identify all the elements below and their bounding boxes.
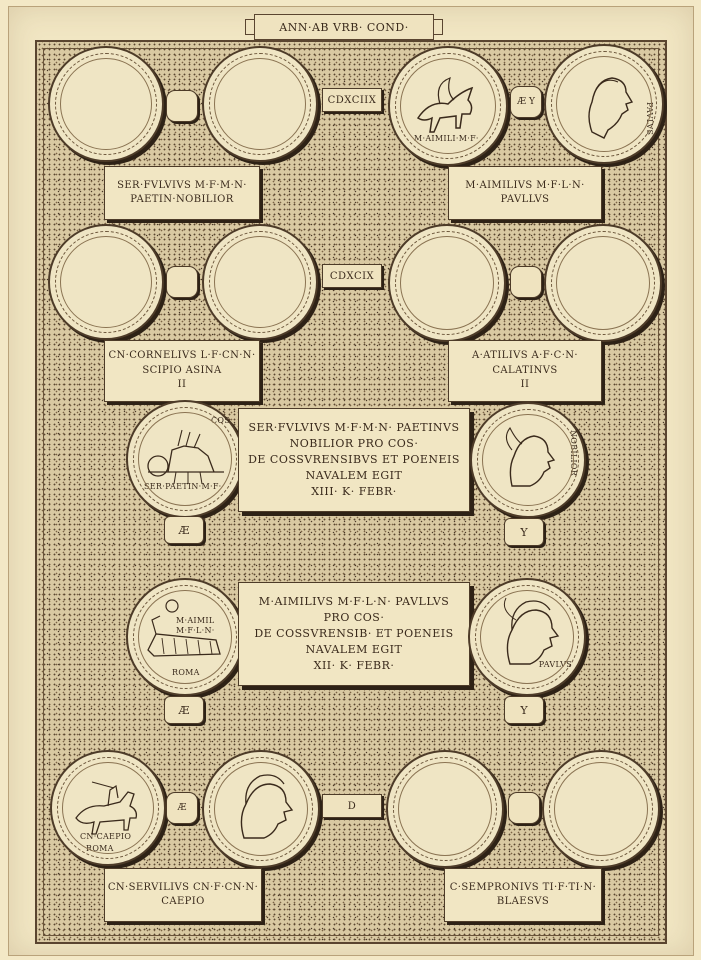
horseman-coin — [50, 750, 166, 866]
horseman-icon — [52, 752, 164, 864]
inscription-line: SER·FVLVIVS M·F·M·N· PAETINVS — [248, 421, 460, 435]
label-line: PAETIN·NOBILIOR — [130, 194, 234, 205]
female-head-icon — [546, 46, 662, 162]
label-line: II — [520, 379, 530, 391]
label-line: SCIPIO ASINA — [142, 364, 222, 376]
clasp-text: Æ — [177, 803, 187, 813]
page-header-title: ANN·AB VRB· COND· — [279, 20, 409, 34]
triumph-inscription — [238, 582, 470, 686]
consul-label — [104, 868, 262, 922]
clasp-text: Æ Y — [517, 97, 535, 107]
blank-coin — [202, 224, 318, 340]
clasp-ornament — [166, 792, 198, 824]
consul-label — [448, 166, 602, 220]
foot-text: Æ — [178, 523, 190, 537]
helmeted-head-icon — [470, 580, 584, 694]
ship-prow-icon — [128, 580, 242, 694]
quadriga-coin — [126, 400, 244, 518]
pegasus-icon — [390, 48, 506, 164]
foot-text: Y — [520, 703, 528, 717]
blank-coin — [48, 224, 164, 340]
label-line: BLAESVS — [496, 896, 550, 907]
inscription-line: DE COSSVRENSIB· ET POENEIS — [254, 627, 454, 641]
coin-legend: PAVLVS — [538, 660, 572, 669]
label-line: M·AIMILIVS M·F·L·N· — [465, 179, 585, 191]
helmeted-head-coin — [468, 578, 586, 696]
coin-legend: PAVLVS — [645, 102, 654, 136]
coin-legend: M·AIMILI·M·F· — [414, 134, 479, 143]
year-text: D — [347, 800, 357, 812]
blank-coin — [202, 46, 318, 162]
label-line: A·ATILIVS A·F·C·N· — [471, 350, 578, 362]
coin-foot-tab — [164, 516, 204, 544]
year-text: CDXCIIX — [327, 94, 377, 106]
inscription-line: PRO COS· — [323, 611, 385, 625]
inscription-line: NOBILIOR PRO COS· — [289, 437, 419, 451]
label-line: CN·SERVILIVS CN·F·CN·N· — [107, 881, 259, 893]
winged-head-icon — [472, 404, 584, 516]
blank-coin — [542, 750, 660, 868]
clasp-ornament — [166, 90, 198, 122]
year-box — [322, 264, 382, 288]
coin-legend: SER·PAETIN·M·F· — [144, 482, 222, 491]
inscription-line: XIII· K· FEBR· — [311, 484, 397, 498]
portrait-coin — [470, 402, 586, 518]
coin-foot-tab — [504, 518, 544, 546]
pegasus-coin — [388, 46, 508, 166]
year-box — [322, 794, 382, 818]
clasp-ornament — [508, 792, 540, 824]
clasp-ornament — [510, 86, 542, 118]
blank-coin — [388, 224, 506, 342]
foot-text: Y — [520, 525, 528, 539]
consul-label — [104, 340, 260, 402]
coin-legend: COS — [210, 416, 230, 425]
label-line: II — [177, 379, 187, 391]
portrait-coin — [544, 44, 664, 164]
blank-coin — [48, 46, 164, 162]
foot-text: Æ — [178, 703, 190, 717]
year-text: CDXCIX — [329, 270, 375, 282]
coin-foot-tab — [504, 696, 544, 724]
coin-legend: ROMA — [86, 844, 114, 853]
inscription-line: XII· K· FEBR· — [313, 658, 395, 672]
prow-coin — [126, 578, 244, 696]
coin-legend: ROMA — [172, 668, 200, 677]
consul-label — [444, 868, 602, 922]
page-header-tab — [254, 14, 434, 40]
year-box — [322, 88, 382, 112]
clasp-ornament — [510, 266, 542, 298]
inscription-line: NAVALEM EGIT — [305, 468, 403, 482]
consul-label — [448, 340, 602, 402]
inscription-line: DE COSSVRENSIBVS ET POENEIS — [248, 453, 460, 467]
helmeted-head-coin — [202, 750, 320, 868]
inscription-line: NAVALEM EGIT — [305, 642, 403, 656]
label-line: CALATINVS — [492, 364, 558, 376]
label-line: CN·CORNELIVS L·F·CN·N· — [108, 350, 256, 362]
label-line: SER·FVLVIVS M·F·M·N· — [117, 179, 247, 191]
blank-coin — [544, 224, 662, 342]
triumph-inscription — [238, 408, 470, 512]
clasp-ornament — [166, 266, 198, 298]
coin-foot-tab — [164, 696, 204, 724]
consul-label — [104, 166, 260, 220]
helmeted-head-icon — [204, 752, 318, 866]
blank-coin — [386, 750, 504, 868]
coin-legend: CN·CAEPIO — [80, 832, 132, 841]
coin-legend: NOBILIOR — [569, 430, 578, 477]
inscription-line: M·AIMILIVS M·F·L·N· PAVLLVS — [258, 595, 450, 609]
label-line: PAVLLVS — [500, 194, 550, 205]
label-line: CAEPIO — [161, 896, 205, 907]
coin-legend: M·AIMIL M·F·L·N· — [176, 616, 215, 635]
label-line: C·SEMPRONIVS TI·F·TI·N· — [449, 881, 597, 893]
